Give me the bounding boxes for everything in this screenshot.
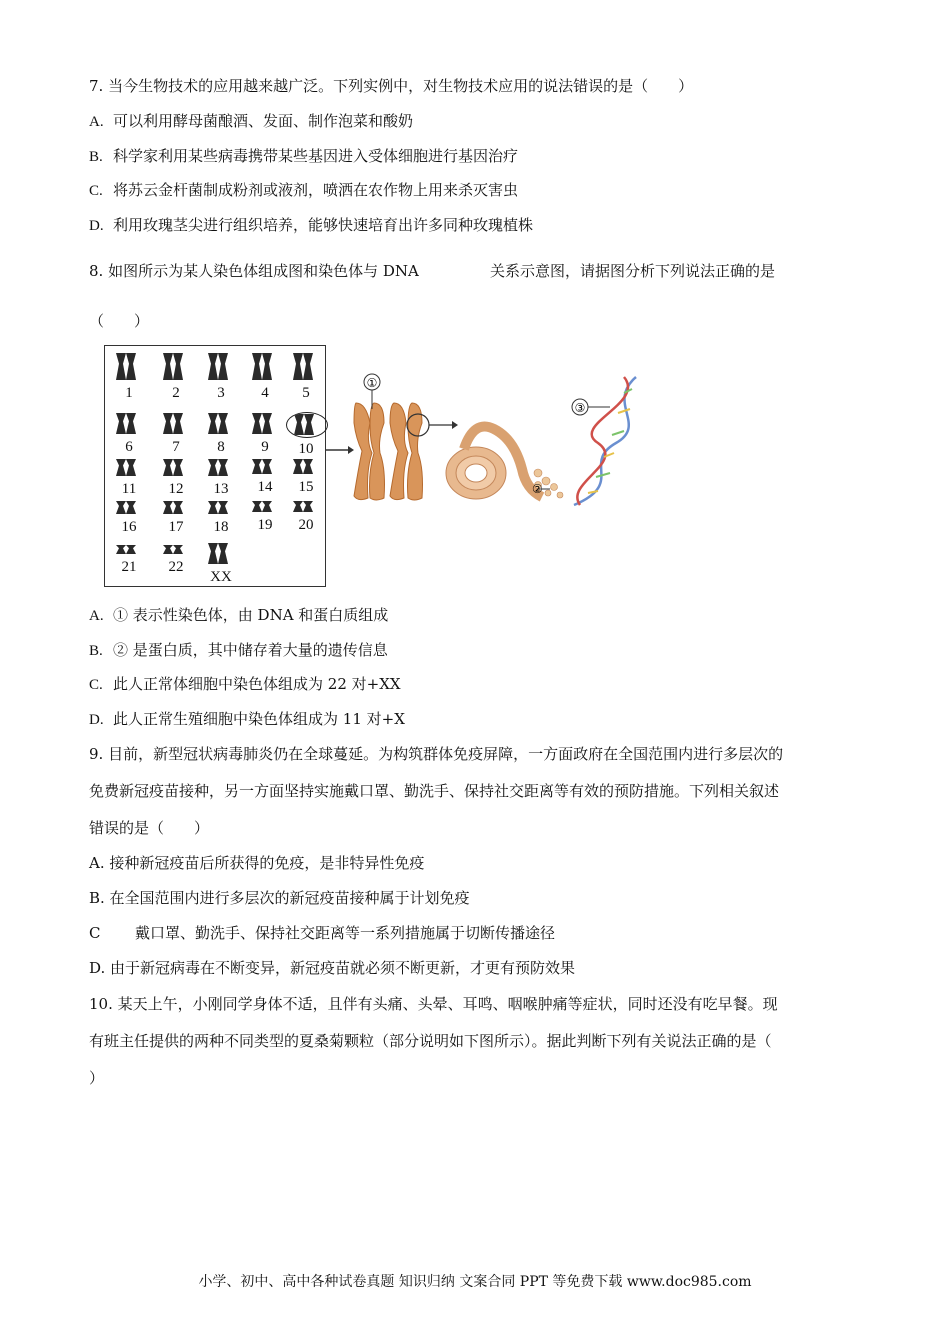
option-text: 利用玫瑰茎尖进行组织培养，能够快速培育出许多同种玫瑰植株: [113, 216, 534, 234]
q9-option-b: B. 在全国范围内进行多层次的新冠疫苗接种属于计划免疫: [89, 889, 470, 907]
karyotype-pair: [109, 352, 149, 401]
option-text: 戴口罩、勤洗手、保持社交距离等一系列措施属于切断传播途径: [135, 924, 556, 942]
karyotype-pair: [286, 500, 326, 533]
dna-helix: [574, 377, 636, 505]
option-letter: A.: [89, 114, 104, 130]
q9-option-d: D. 由于新冠病毒在不断变异，新冠疫苗就必须不断更新，才更有预防效果: [89, 959, 576, 977]
option-text: 可以利用酵母菌酿酒、发面、制作泡菜和酸奶: [113, 112, 414, 130]
karyotype-pair: [245, 458, 285, 495]
karyotype-label: 1: [125, 385, 133, 401]
chromosome-pair-icon: [245, 500, 285, 514]
option-text: ② 是蛋白质，其中储存着大量的遗传信息: [113, 641, 388, 659]
page-footer: 小学、初中、高中各种试卷真题 知识归纳 文案合同 PPT 等免费下载 www.doc985.com: [198, 1274, 752, 1290]
q10-stem-line1: 10. 某天上午，小刚同学身体不适，且伴有头痛、头晕、耳鸣、咽喉肿痛等症状，同时还没有吃早餐。现: [89, 995, 778, 1013]
chromosome-pair-icon: [286, 412, 328, 438]
karyotype-pair: [201, 542, 241, 585]
q8-option-d: [89, 709, 405, 730]
karyotype-pair: [286, 458, 326, 495]
chromosome-pair-icon: [201, 500, 241, 516]
chromosome-pair-icon: [245, 352, 285, 382]
marker-3: ③: [574, 401, 586, 415]
option-letter: A.: [89, 608, 104, 624]
chromosome-pair-icon: [109, 412, 149, 436]
karyotype-pair: [286, 412, 326, 457]
karyotype-label: 12: [168, 481, 184, 497]
chromosome-pair-icon: [109, 500, 149, 516]
q7-option-c: [89, 180, 518, 201]
q10-stem-line3: ）: [89, 1069, 105, 1087]
q7-stem: 7. 当今生物技术的应用越来越广泛。下列实例中，对生物技术应用的说法错误的是（ ）: [89, 77, 694, 95]
chromosome-pair-icon: [201, 542, 241, 566]
option-letter: B.: [89, 149, 103, 165]
karyotype-pair: [201, 500, 241, 535]
karyotype-label: 14: [257, 479, 273, 495]
chromosome-pair-icon: [109, 458, 149, 478]
option-text: 科学家利用某些病毒携带某些基因进入受体细胞进行基因治疗: [113, 147, 519, 165]
karyotype-label: 17: [168, 519, 184, 535]
option-letter: B.: [89, 643, 103, 659]
option-letter: C.: [89, 677, 103, 693]
chromosome-pair-icon: [109, 544, 149, 556]
karyotype-pair: [245, 500, 285, 533]
karyotype-label: 20: [298, 517, 314, 533]
q9-stem-line1: 9. 目前，新型冠状病毒肺炎仍在全球蔓延。为构筑群体免疫屏障，一方面政府在全国范围内进行多层次的: [89, 745, 784, 763]
chromosome-drawing: [354, 403, 423, 500]
q8-stem-part2: 关系示意图，请据图分析下列说法正确的是: [490, 262, 776, 280]
karyotype-pair: [156, 458, 196, 497]
option-text: 将苏云金杆菌制成粉剂或液剂，喷洒在农作物上用来杀灭害虫: [113, 181, 519, 199]
karyotype-label: 9: [261, 439, 269, 455]
karyotype-label: 18: [213, 519, 229, 535]
q10-stem-line2: 有班主任提供的两种不同类型的夏桑菊颗粒（部分说明如下图所示）。据此判断下列有关说法正确的是（: [89, 1032, 772, 1050]
karyotype-pair: [201, 458, 241, 497]
karyotype-figure: [104, 345, 326, 587]
q9-stem-line3: 错误的是（ ）: [89, 819, 210, 837]
chromosome-pair-icon: [245, 412, 285, 436]
chromosome-pair-icon: [245, 458, 285, 476]
chromosome-pair-icon: [156, 458, 196, 478]
karyotype-pair: [109, 542, 149, 575]
karyotype-label: 19: [257, 517, 273, 533]
karyotype-pair: [109, 412, 149, 455]
chromosome-pair-icon: [156, 544, 196, 556]
karyotype-pair: [245, 352, 285, 401]
karyotype-label: 21: [121, 559, 137, 575]
q8-option-c: [89, 674, 401, 695]
option-letter: C: [89, 924, 101, 942]
karyotype-label: 7: [172, 439, 180, 455]
chromosome-pair-icon: [286, 458, 326, 476]
option-letter: D.: [89, 218, 104, 234]
karyotype-pair: [286, 352, 326, 401]
q8-stem-part1: 8. 如图所示为某人染色体组成图和染色体与 DNA: [89, 262, 419, 280]
q7-option-d: [89, 215, 533, 236]
q8-option-b: [89, 640, 388, 661]
q9-option-c: [89, 923, 555, 943]
q7-option-b: [89, 146, 518, 167]
chromosome-pair-icon: [286, 352, 326, 382]
option-text: 此人正常体细胞中染色体组成为 22 对+XX: [113, 675, 401, 693]
chromosome-pair-icon: [156, 352, 196, 382]
q7-option-a: [89, 111, 413, 132]
karyotype-label: 3: [217, 385, 225, 401]
marker-1: ①: [366, 376, 378, 390]
karyotype-pair: [156, 352, 196, 401]
option-text: 此人正常生殖细胞中染色体组成为 11 对+X: [113, 710, 405, 728]
option-text: ① 表示性染色体，由 DNA 和蛋白质组成: [113, 606, 389, 624]
karyotype-pair: [109, 458, 149, 497]
karyotype-label: XX: [210, 569, 232, 585]
coiled-chromatin: [446, 427, 542, 500]
q8-stem-part3: （ ）: [89, 312, 150, 330]
option-letter: C.: [89, 183, 103, 199]
chromosome-pair-icon: [201, 352, 241, 382]
karyotype-label: 13: [213, 481, 229, 497]
karyotype-label: 6: [125, 439, 133, 455]
option-letter: D.: [89, 712, 104, 728]
karyotype-label: 11: [121, 481, 137, 497]
chromosome-pair-icon: [286, 500, 326, 514]
q9-stem-line2: 免费新冠疫苗接种，另一方面坚持实施戴口罩、勤洗手、保持社交距离等有效的预防措施。下列相关叙述: [89, 782, 780, 800]
karyotype-pair: [245, 412, 285, 455]
karyotype-pair: [201, 352, 241, 401]
karyotype-label: 5: [302, 385, 310, 401]
q8-option-a: [89, 605, 388, 626]
q9-option-a: A. 接种新冠疫苗后所获得的免疫，是非特异性免疫: [89, 854, 425, 872]
karyotype-pair: [156, 500, 196, 535]
karyotype-label: 8: [217, 439, 225, 455]
chromosome-pair-icon: [109, 352, 149, 382]
karyotype-pair: [201, 412, 241, 455]
karyotype-label: 22: [168, 559, 184, 575]
karyotype-label: 2: [172, 385, 180, 401]
chromosome-pair-icon: [201, 458, 241, 478]
karyotype-pair: [156, 542, 196, 575]
chromosome-dna-diagram: [326, 365, 656, 515]
chromosome-pair-icon: [156, 412, 196, 436]
chromosome-pair-icon: [156, 500, 196, 516]
karyotype-label: 16: [121, 519, 137, 535]
karyotype-pair: [156, 412, 196, 455]
chromosome-pair-icon: [201, 412, 241, 436]
karyotype-label: 15: [298, 479, 314, 495]
marker-2: ②: [532, 482, 543, 496]
karyotype-label: 10: [298, 441, 314, 457]
karyotype-pair: [109, 500, 149, 535]
karyotype-label: 4: [261, 385, 269, 401]
